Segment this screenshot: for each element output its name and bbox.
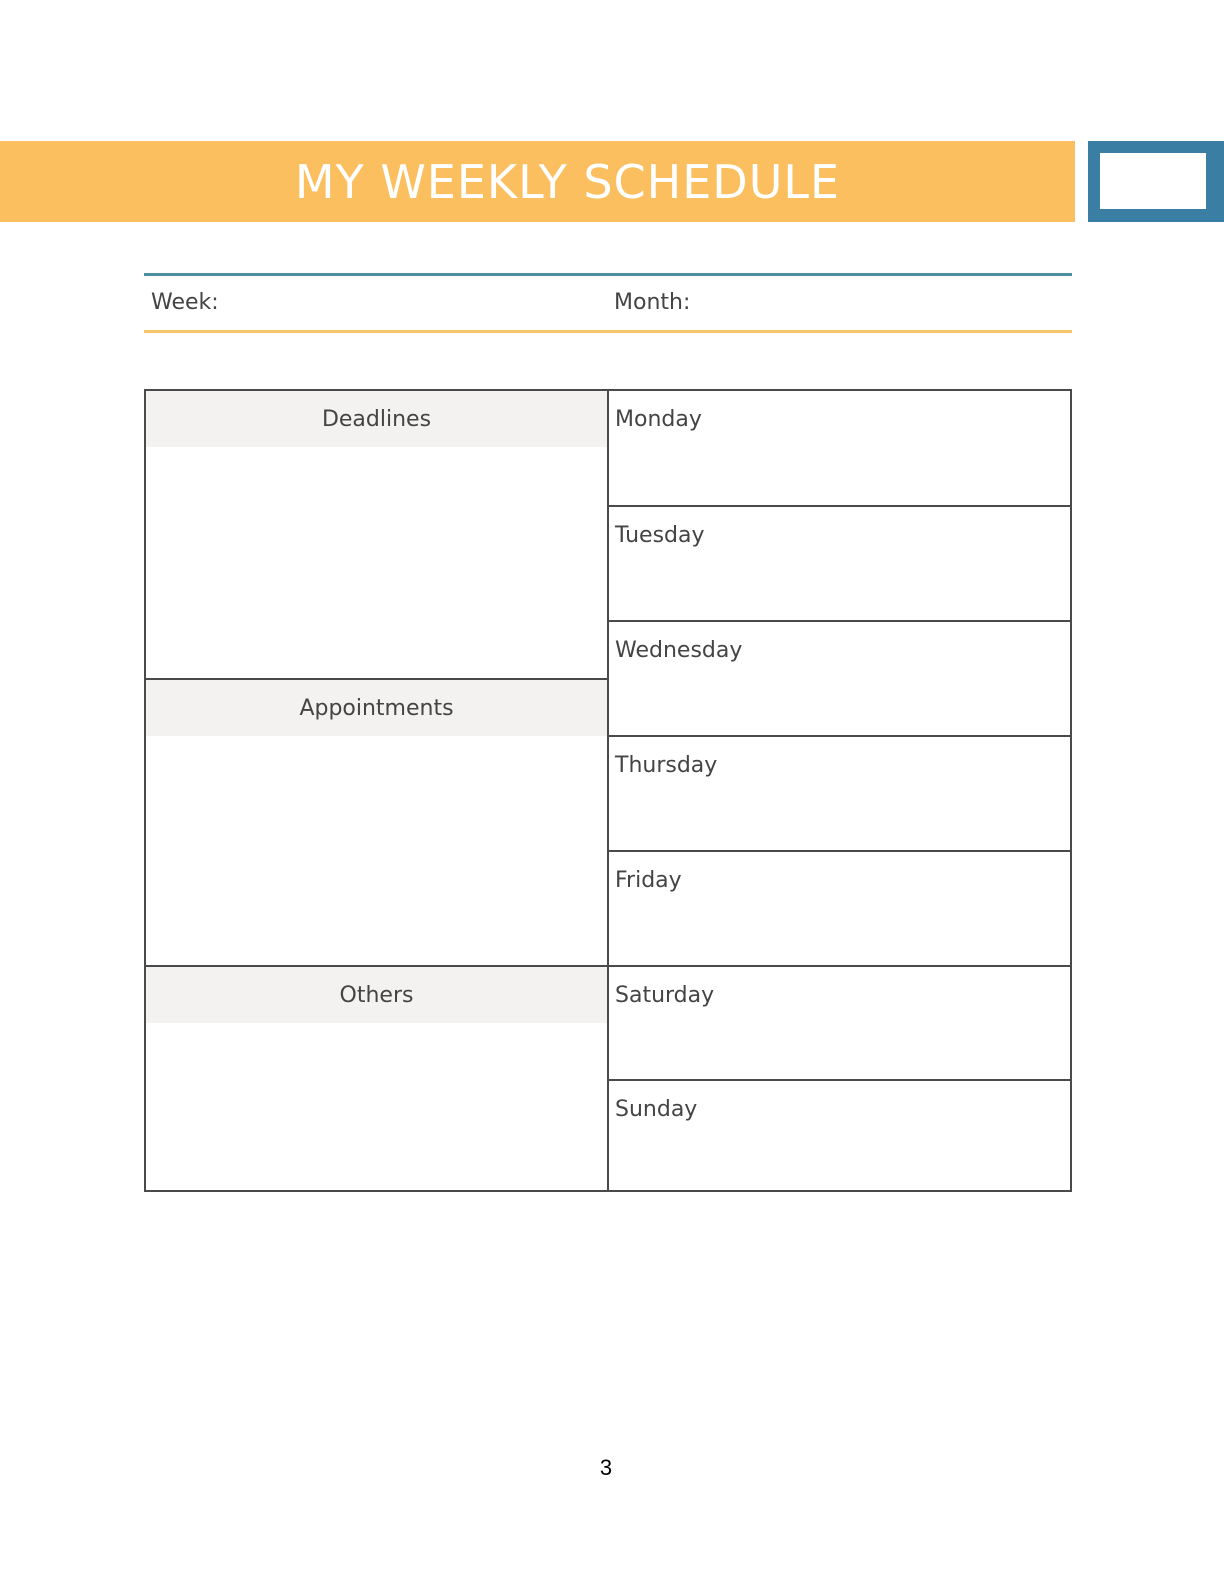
day-monday[interactable] — [609, 391, 1070, 505]
day-sunday[interactable] — [609, 1079, 1070, 1190]
page-number: 3 — [599, 1455, 613, 1480]
day-saturday[interactable] — [609, 965, 1070, 1079]
day-label: Thursday — [615, 753, 718, 778]
days-column — [609, 391, 1070, 1190]
day-label: Tuesday — [615, 523, 705, 548]
notes-column — [146, 391, 609, 1190]
deadlines-header: Deadlines — [146, 391, 607, 447]
day-label: Friday — [615, 868, 682, 893]
side-tab — [1088, 141, 1224, 222]
appointments-section[interactable] — [146, 678, 607, 965]
others-header: Others — [146, 967, 607, 1023]
deadlines-section[interactable] — [146, 391, 607, 678]
week-label: Week: — [151, 290, 219, 315]
day-thursday[interactable] — [609, 735, 1070, 850]
schedule-grid — [144, 389, 1072, 1192]
title-banner — [0, 141, 1075, 222]
side-tab-inner — [1100, 153, 1206, 209]
day-label: Wednesday — [615, 638, 743, 663]
others-section[interactable] — [146, 965, 607, 1190]
page-title: MY WEEKLY SCHEDULE — [294, 154, 841, 209]
day-wednesday[interactable] — [609, 620, 1070, 735]
day-label: Saturday — [615, 983, 715, 1008]
day-friday[interactable] — [609, 850, 1070, 965]
day-label: Monday — [615, 407, 702, 432]
header-rule-top — [144, 273, 1072, 276]
day-label: Sunday — [615, 1097, 698, 1122]
appointments-header: Appointments — [146, 680, 607, 736]
header-rule-bottom — [144, 330, 1072, 333]
day-tuesday[interactable] — [609, 505, 1070, 620]
month-label: Month: — [614, 290, 691, 315]
